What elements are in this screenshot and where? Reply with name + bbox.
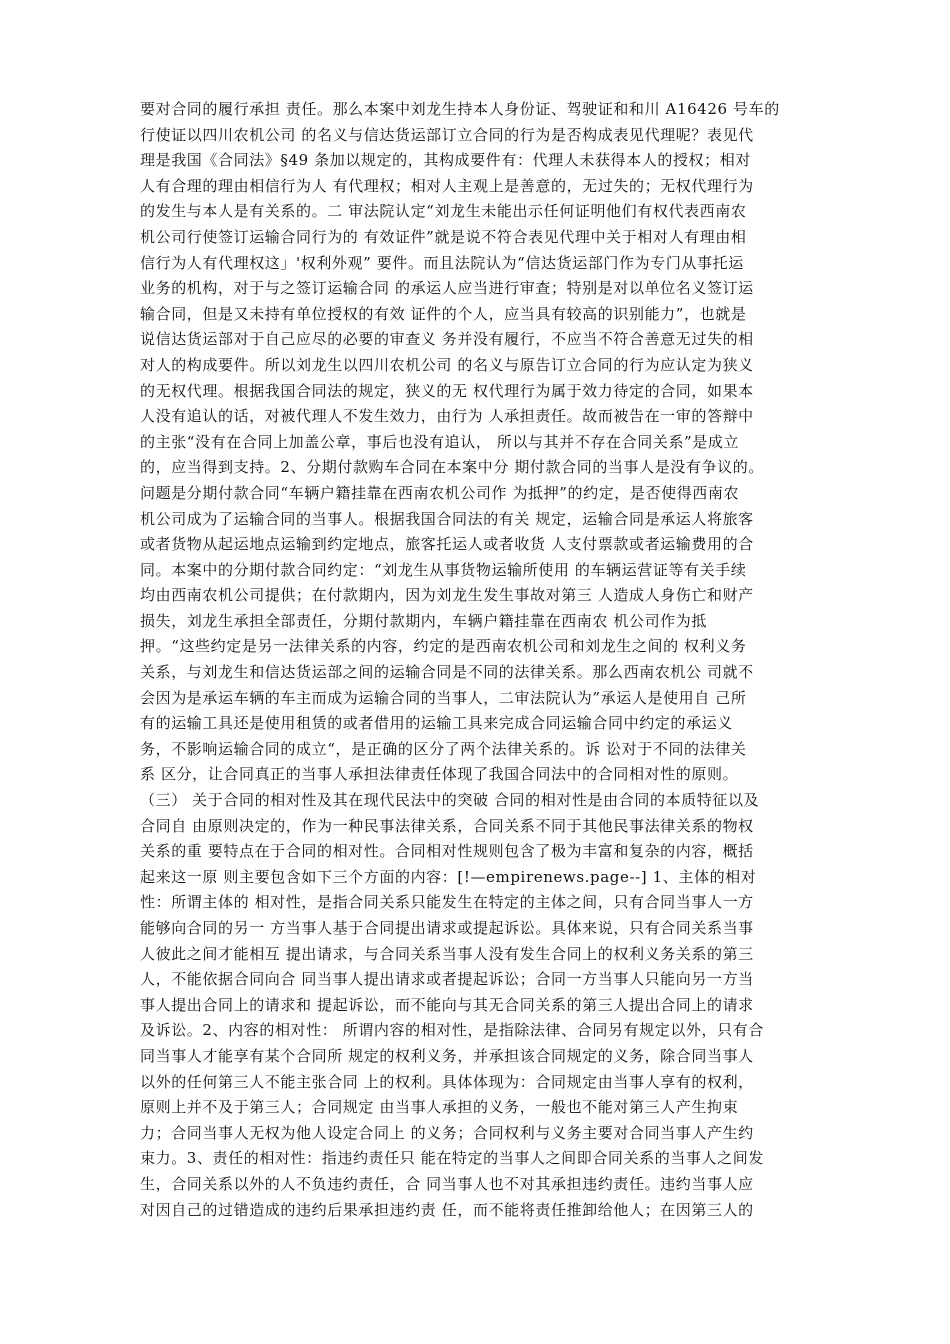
text-line: 信行为人有代理权这」'权利外观” 要件。而且法院认为“信达货运部门作为专门从事托运 — [140, 253, 744, 272]
text-line: 人有合理的理由相信行为人 有代理权；相对人主观上是善意的，无过失的；无权代理行为 — [140, 176, 754, 195]
text-line: 事人提出合同上的请求和 提起诉讼，而不能向与其无合同关系的第三人提出合同上的请求 — [140, 995, 754, 1014]
text-line: 的发生与本人是有关系的。二 审法院认定“刘龙生未能出示任何证明他们有权代表西南农 — [140, 202, 747, 221]
text-line: 及诉讼。2、内容的相对性： 所谓内容的相对性，是指除法律、合同另有规定以外，只有合 — [140, 1021, 764, 1040]
text-line: 会因为是承运车辆的车主而成为运输合同的当事人，二审法院认为”承运人是使用自 己所 — [140, 688, 747, 707]
text-line: 要对合同的履行承担 责任。那么本案中刘龙生持本人身份证、驾驶证和和川 A16426 号车的 — [140, 100, 780, 118]
text-line: 损失，刘龙生承担全部责任，分期付款期内，车辆户籍挂靠在西南农 机公司作为抵 — [140, 611, 707, 630]
text-line: 务，不影响运输合同的成立“，是正确的区分了两个法律关系的。诉 讼对于不同的法律关 — [140, 739, 747, 758]
text-line: 的主张“没有在合同上加盖公章，事后也没有追认， 所以与其并不存在合同关系”是成立 — [140, 432, 740, 451]
text-line: 原则上并不及于第三人；合同规定 由当事人承担的义务，一般也不能对第三人产生拘束 — [140, 1098, 739, 1117]
text-line: 合同自 由原则决定的，作为一种民事法律关系，合同关系不同于其他民事法律关系的物权 — [140, 816, 754, 835]
text-line: 束力。3、责任的相对性：指违约责任只 能在特定的当事人之间即合同关系的当事人之间发 — [140, 1149, 764, 1168]
text-line: 均由西南农机公司提供；在付款期内，因为刘龙生发生事故对第三 人造成人身伤亡和财产 — [140, 586, 754, 605]
text-line: 力；合同当事人无权为他人设定合同上 的义务；合同权利与义务主要对合同当事人产生约 — [140, 1123, 754, 1142]
text-line: 业务的机构，对于与之签订运输合同 的承运人应当进行审查；特别是对以单位名义签订运 — [140, 279, 754, 298]
text-line: 机公司成为了运输合同的当事人。根据我国合同法的有关 规定，运输合同是承运人将旅客 — [140, 509, 754, 528]
text-line: 系 区分，让合同真正的当事人承担法律责任体现了我国合同法中的合同相对性的原则。 — [140, 765, 739, 784]
text-line: 能够向合同的另一 方当事人基于合同提出请求或提起诉讼。具体来说，只有合同关系当事 — [140, 919, 754, 937]
text-line: 以外的任何第三人不能主张合同 上的权利。具体体现为：合同规定由当事人享有的权利， — [140, 1072, 754, 1091]
text-line: 有的运输工具还是使用租赁的或者借用的运输工具来完成合同运输合同中约定的承运义 — [140, 714, 733, 733]
text-line: 同当事人才能享有某个合同所 规定的权利义务，并承担该合同规定的义务，除合同当事人 — [140, 1046, 754, 1065]
document-body — [140, 97, 820, 1223]
text-line: 同。本案中的分期付款合同约定：“刘龙生从事货物运输所使用 的车辆运营证等有关手续 — [140, 560, 747, 579]
text-line: 说信达货运部对于自己应尽的必要的审查义 务并没有履行，不应当不符合善意无过失的相 — [140, 330, 754, 349]
text-line: 人，不能依据合同向合 同当事人提出请求或者提起诉讼；合同一方当事人只能向另一方当 — [140, 970, 754, 989]
text-line: 输合同，但是又未持有单位授权的有效 证件的个人，应当具有较高的识别能力”，也就是 — [140, 304, 747, 323]
text-line: 理是我国《合同法》§49 条加以规定的，其构成要件有：代理人未获得本人的授权；相对 — [140, 151, 751, 170]
text-line: 押。“这些约定是另一法律关系的内容，约定的是西南农机公司和刘龙生之间的 权利义务 — [140, 637, 747, 656]
text-line: 对因自己的过错造成的违约后果承担违约责 任，而不能将责任推卸给他人；在因第三人的 — [140, 1200, 754, 1219]
text-line: 行使证以四川农机公司 的名义与信达货运部订立合同的行为是否构成表见代理呢？表见代 — [140, 125, 754, 144]
text-line: 关系，与刘龙生和信达货运部之间的运输合同是不同的法律关系。那么西南农机公 司就不 — [140, 663, 754, 682]
text-line: 性：所谓主体的 相对性，是指合同关系只能发生在特定的主体之间，只有合同当事人一方 — [140, 893, 754, 912]
text-line: 人彼此之间才能相互 提出请求，与合同关系当事人没有发生合同上的权利义务关系的第三 — [140, 944, 754, 963]
text-line: 机公司行使签订运输合同行为的 有效证件”就是说不符合表见代理中关于相对人有理由相 — [140, 227, 747, 246]
text-line: 对人的构成要件。所以刘龙生以四川农机公司 的名义与原告订立合同的行为应认定为狭义 — [140, 355, 754, 374]
text-line: 的无权代理。根据我国合同法的规定，狭义的无 权代理行为属于效力待定的合同，如果本 — [140, 381, 754, 400]
text-line: 起来这一原 则主要包含如下三个方面的内容：[!—empirenews.page--] 1、主体的相对 — [140, 867, 757, 886]
text-line: 生，合同关系以外的人不负违约责任，合 同当事人也不对其承担违约责任。违约当事人应 — [140, 1174, 754, 1193]
text-line: 的，应当得到支持。2、分期付款购车合同在本案中分 期付款合同的当事人是没有争议的。 — [140, 458, 764, 477]
text-line: 人没有追认的话，对被代理人不发生效力，由行为 人承担责任。故而被告在一审的答辩中 — [140, 407, 754, 426]
text-line: （三） 关于合同的相对性及其在现代民法中的突破 合同的相对性是由合同的本质特征以及 — [140, 791, 760, 810]
text-line: 问题是分期付款合同“车辆户籍挂靠在西南农机公司作 为抵押”的约定，是否使得西南农 — [140, 483, 740, 502]
text-line: 关系的重 要特点在于合同的相对性。合同相对性规则包含了极为丰富和复杂的内容，概括 — [140, 842, 754, 861]
text-line: 或者货物从起运地点运输到约定地点，旅客托运人或者收货 人支付票款或者运输费用的合 — [140, 535, 754, 554]
